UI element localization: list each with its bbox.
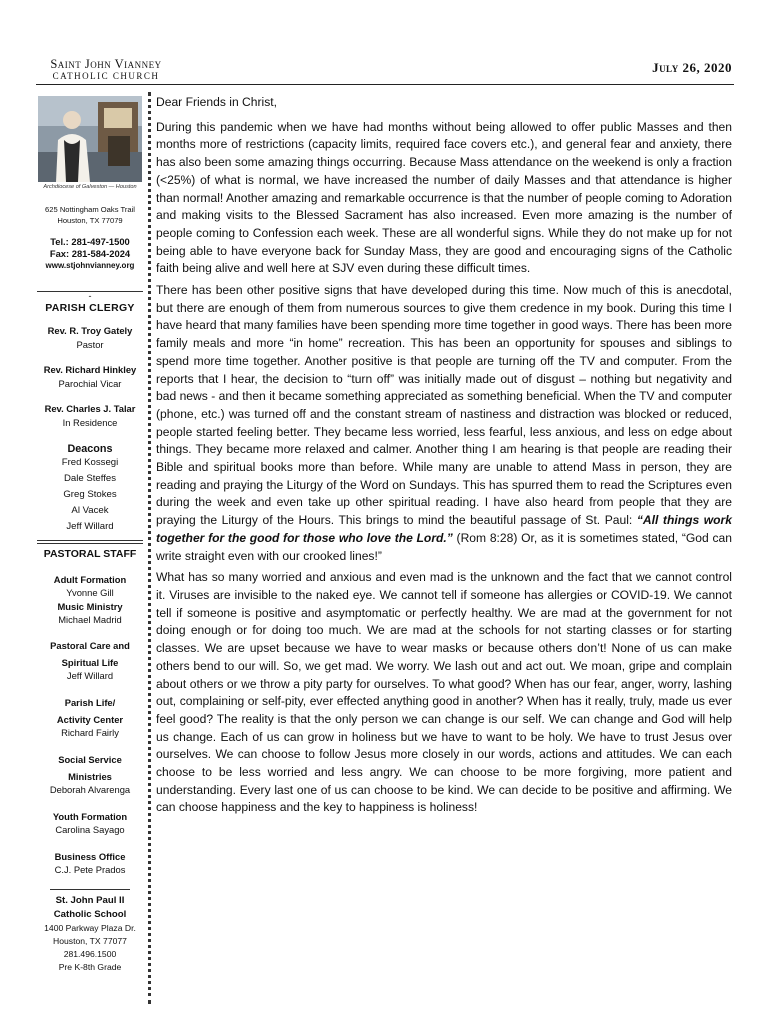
letter-text: (Rom 8:28) Or, as it is sometimes stated, “God can write straight even with our crooked lines!” (156, 530, 732, 563)
staff-role: Adult Formation (53, 574, 127, 585)
deacons-title: Deacons (67, 443, 113, 455)
staff-role: Pastoral Care and (50, 640, 130, 651)
address-line-1: 625 Nottingham Oaks Trail (45, 205, 135, 214)
scripture-quote: “All things work together for the good for those who love the Lord.” (156, 513, 732, 545)
sidebar-dash: - (88, 291, 92, 301)
letter-paragraph (156, 282, 732, 565)
clergy-name: Rev. R. Troy Gately (47, 325, 133, 336)
bulletin-date: July 26, 2020 (652, 60, 732, 75)
church-photo (38, 96, 142, 182)
sidebar (34, 92, 146, 974)
church-name: Saint John Vianney (50, 57, 162, 71)
staff-role: Youth Formation (52, 811, 128, 822)
school-rule (50, 889, 130, 890)
deacon-name: Fred Kossegi (61, 457, 119, 468)
clergy-title: PARISH CLERGY (45, 302, 135, 314)
deacon-name: Al Vacek (71, 505, 109, 516)
staff-name: Richard Fairly (61, 727, 119, 738)
parish-tel: Tel.: 281-497-1500 (50, 236, 130, 247)
column-divider (148, 92, 151, 1004)
staff-name: Yvonne Gill (66, 587, 114, 598)
clergy-role: Pastor (76, 339, 104, 350)
staff-name: Deborah Alvarenga (49, 784, 131, 795)
clergy-name: Rev. Richard Hinkley (43, 364, 137, 375)
deacon-name: Jeff Willard (66, 521, 114, 532)
school-address: Houston, TX 77077 (53, 936, 127, 946)
deacon-name: Greg Stokes (63, 489, 117, 500)
staff-role: Music Ministry (57, 601, 123, 612)
parish-website[interactable]: www.stjohnvianney.org (45, 261, 135, 270)
staff-name: Carolina Sayago (55, 824, 125, 835)
school-title: Catholic School (53, 909, 127, 920)
staff-role: Parish Life/ (64, 697, 116, 708)
staff-name: C.J. Pete Prados (54, 864, 126, 875)
address-line-2: Houston, TX 77079 (57, 216, 123, 225)
staff-role: Business Office (54, 851, 126, 862)
letter-paragraph: What has so many worried and anxious and even mad is the unknown and the fact that we cannot control it. Viruses are invisible to the naked eye. We cannot tell if someone has allergies or COVID-19. We cannot tell if someone is positive and asymptomatic or perfectly healthy. We are mad at the government for not doing enough or for doing too much. We are mad at the schools for not starting classes or for starting classes. We are upset because we have to wear masks or because others don’t! None of us can make others bend to our will. So, we get mad. We worry. We lash out and act out. We moan, gripe and complain about others or we throw a pity party for ourselves. To what good? When has our fear, anger, worry, lashing out, complaining or self-pity, ever effected anything good in another? When has it really, truly, made us ever feel good? The reality is that the only person we can change is our self. We can change and God will help us change. Each of us can grow in holiness but we have to want to be holy. We have to trust Jesus over ourselves. We can choose to follow Jesus more closely in our words, actions and attitudes. We can each choose to be less worried and less angry. We can choose to be more forgiving, more patient and understanding. Every last one of us can choose to be kind. We can decide to be positive and affirming. We can choose happiness and the key to happiness is holiness! (156, 570, 732, 815)
school-grades: Pre K-8th Grade (58, 962, 122, 972)
staff-rule (37, 540, 143, 544)
staff-name: Jeff Willard (66, 670, 114, 681)
parish-address (34, 204, 146, 226)
deacon-name: Dale Steffes (63, 473, 117, 484)
church-photo-image (38, 96, 142, 182)
staff-role: Spiritual Life (61, 657, 119, 668)
staff-role: Ministries (68, 771, 112, 782)
clergy-name: Rev. Charles J. Talar (44, 403, 136, 414)
staff-title: PASTORAL STAFF (43, 548, 137, 560)
staff-name: Michael Madrid (58, 614, 122, 625)
church-subtitle: CATHOLIC CHURCH (52, 71, 160, 81)
clergy-role: Parochial Vicar (58, 378, 122, 389)
header-rule (36, 84, 734, 85)
parish-phones (34, 236, 146, 260)
school-phone: 281.496.1500 (63, 949, 117, 959)
clergy-role: In Residence (62, 417, 118, 428)
photo-caption: Archdiocese of Galveston — Houston (43, 184, 137, 190)
staff-role: Social Service (58, 754, 122, 765)
school-title: St. John Paul II (55, 895, 125, 906)
school-address: 1400 Parkway Plaza Dr. (44, 923, 136, 933)
pastor-letter (156, 94, 732, 821)
letter-paragraph: During this pandemic when we have had months without being allowed to offer public Masses and then months more of restrictions (capacity limits, required face covers etc.), and general fear and anxiety, there has also been some amazing things occurring. Because Mass attendance on the weekend is only a fraction (<25%) of what is normal, we have increased the number of daily Masses and that attendance is higher than normal! Another amazing and remarkable occurrence is that the number of people coming to Adoration and making visits to the Blessed Sacrament has also increased. Even more amazing is the number of people coming to Confession each week. These are all wonderful signs. While they do not make up for not being able to have everyone back for Sunday Mass, they are good and encouraging signs of the Catholic faith being alive and well here at SJV even during these difficult times. (156, 119, 732, 276)
letter-greeting: Dear Friends in Christ, (156, 95, 277, 109)
parish-fax: Fax: 281-584-2024 (49, 248, 131, 259)
staff-role: Activity Center (56, 714, 124, 725)
letter-text: There has been other positive signs that have developed during this time. Now much of this is anecdotal, but there are enough of them from numerous sources to give them credence in my book. During this time I have heard that many families have been spending more time together in good ways. There has been more family meals and more “in home” recreation. This has been an opportunity for spouses and siblings to spend more time together. Another positive is that people are turning off the TV and computer. From the reports that I hear, the decision to “turn off” was initially made out of disgust – nothing but negativity and bad news - and then it became something appreciated as something beneficial. When the TV and computer (phone, etc.) was turned off and the constant stream of nastiness and distraction was blocked or reduced, people started feeling better. They became less worried, less fearful, less anxious, and less on edge about things. They became more relaxed and calmer. Another thing I am hearing is that people are reading their Bible and spiritual books more than before. While many are unable to attend Mass in person, they are reading and praying the Liturgy of the Word on Sundays. This has spurred them to read the Scriptures even during the week and even take up other spiritual reading. I have also heard from people that they are praying the Liturgy of the Hours. This brings to mind the beautiful passage of St. Paul: (156, 283, 732, 528)
